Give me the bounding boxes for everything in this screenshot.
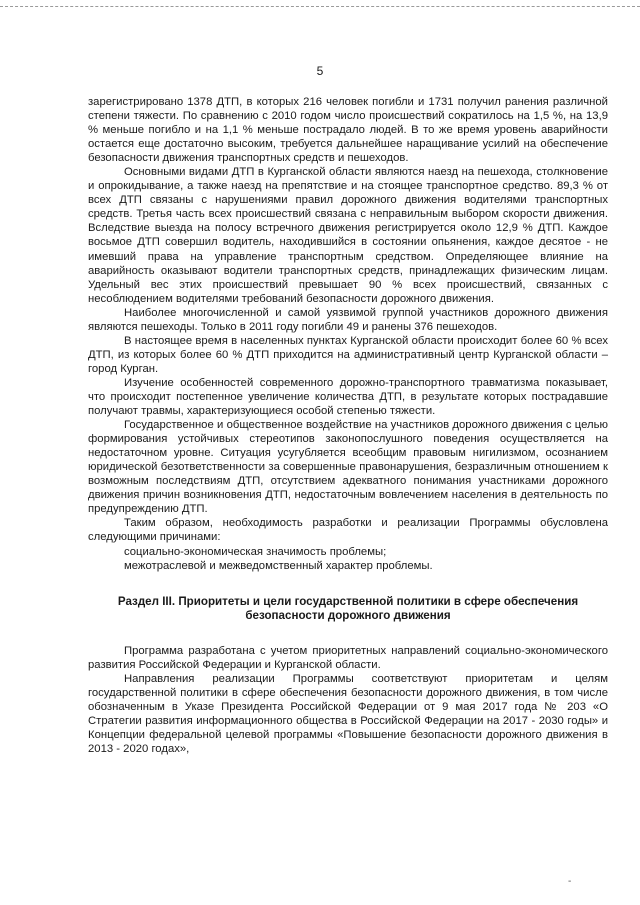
document-body (88, 95, 608, 756)
corner-mark: - (568, 876, 572, 887)
paragraph-program-developed: Программа разработана с учетом приоритетных направлений социально-экономического развития Российской Федерации и Курганской области. (88, 644, 608, 671)
top-scan-rule (0, 6, 640, 8)
paragraph-program-necessity: Таким образом, необходимость разработки и реализации Программы обусловлена следующими причинами: (88, 517, 608, 544)
page-number: 5 (316, 64, 324, 78)
section-heading (88, 595, 608, 624)
paragraph-public-influence: Государственное и общественное воздействие на участников дорожного движения с целью формирования устойчивых стереотипов законопослушного поведения осуществляется на недостаточном уровне. Ситуация усугубляется всеобщим правовым нигилизмом, осознанием юридической безответственности за совершенные правонарушения, безразличным отношением к возможным последствиям ДТП, отсутствием адекватного понимания участниками дорожного движения причин возникновения ДТП, недостаточным вовлечением населения в деятельность по предупреждению ДТП. (88, 419, 608, 516)
list-item-interdepartmental: межотраслевой и межведомственный характер проблемы. (124, 559, 433, 572)
paragraph-injury-study: Изучение особенностей современного дорожно-транспортного травматизма показывает, что происходит постепенное увеличение количества ДТП, в результате которых пострадавшие получают травмы, характеризующиеся особой степенью тяжести. (88, 376, 608, 418)
paragraph-settlements: В настоящее время в населенных пунктах Курганской области происходит более 60 % всех ДТП, из которых более 60 % ДТП приходится на административный центр Курганской области – город Курган. (88, 334, 608, 375)
list-item-socio-economic: социально-экономическая значимость проблемы; (124, 545, 387, 558)
paragraph-dtp-types: Основными видами ДТП в Курганской области являются наезд на пешехода, столкновение и опрокидывание, а также наезд на препятствие и на стоящее транспортное средство. 89,3 % от всех ДТП связаны с нарушениями правил дорожного движения водителями транспортных средств. Третья часть всех происшествий связана с неправильным выбором скорости движения. Вследствие выезда на полосу встречного движения регистрируется около 12,9 % ДТП. Каждое восьмое ДТП совершил водитель, находившийся в состоянии опьянения, каждое десятое - не имевший права на управление транспортным средством. Определяющее влияние на аварийность оказывают водители транспортных средств, принадлежащих физическим лицам. Удельный вес этих происшествий превышает 90 % всех происшествий, связанных с несоблюдением водителями требований безопасности дорожного движения. (88, 166, 608, 305)
section-heading-line-2: безопасности дорожного движения (245, 609, 451, 623)
paragraph-continuation: зарегистрировано 1378 ДТП, в которых 216 человек погибли и 1731 получил ранения различной степени тяжести. По сравнению с 2010 годом число происшествий сократилось на 1,5 %, на 13,9 % меньше погибло и на 1,1 % меньше пострадало людей. В то же время уровень аварийности остается еще достаточно высоким, требуется дальнейшее наращивание усилий на обеспечение безопасности движения транспортных средств и пешеходов. (88, 96, 608, 165)
section-heading-line-1: Раздел III. Приоритеты и цели государственной политики в сфере обеспечения (117, 594, 579, 608)
paragraph-pedestrians: Наиболее многочисленной и самой уязвимой группой участников дорожного движения являются пешеходы. Только в 2011 году погибли 49 и ранены 376 пешеходов. (88, 306, 608, 333)
paragraph-directions: Направления реализации Программы соответствуют приоритетам и целям государственной политики в сфере обеспечения безопасности дорожного движения, в том числе обозначенным в Указе Президента Российской Федерации от 9 мая 2017 года № 203 «О Стратегии развития информационного общества в Российской Федерации на 2017 - 2030 годы» и Концепции федеральной целевой программы «Повышение безопасности дорожного движения в 2013 - 2020 годах», (88, 672, 608, 755)
